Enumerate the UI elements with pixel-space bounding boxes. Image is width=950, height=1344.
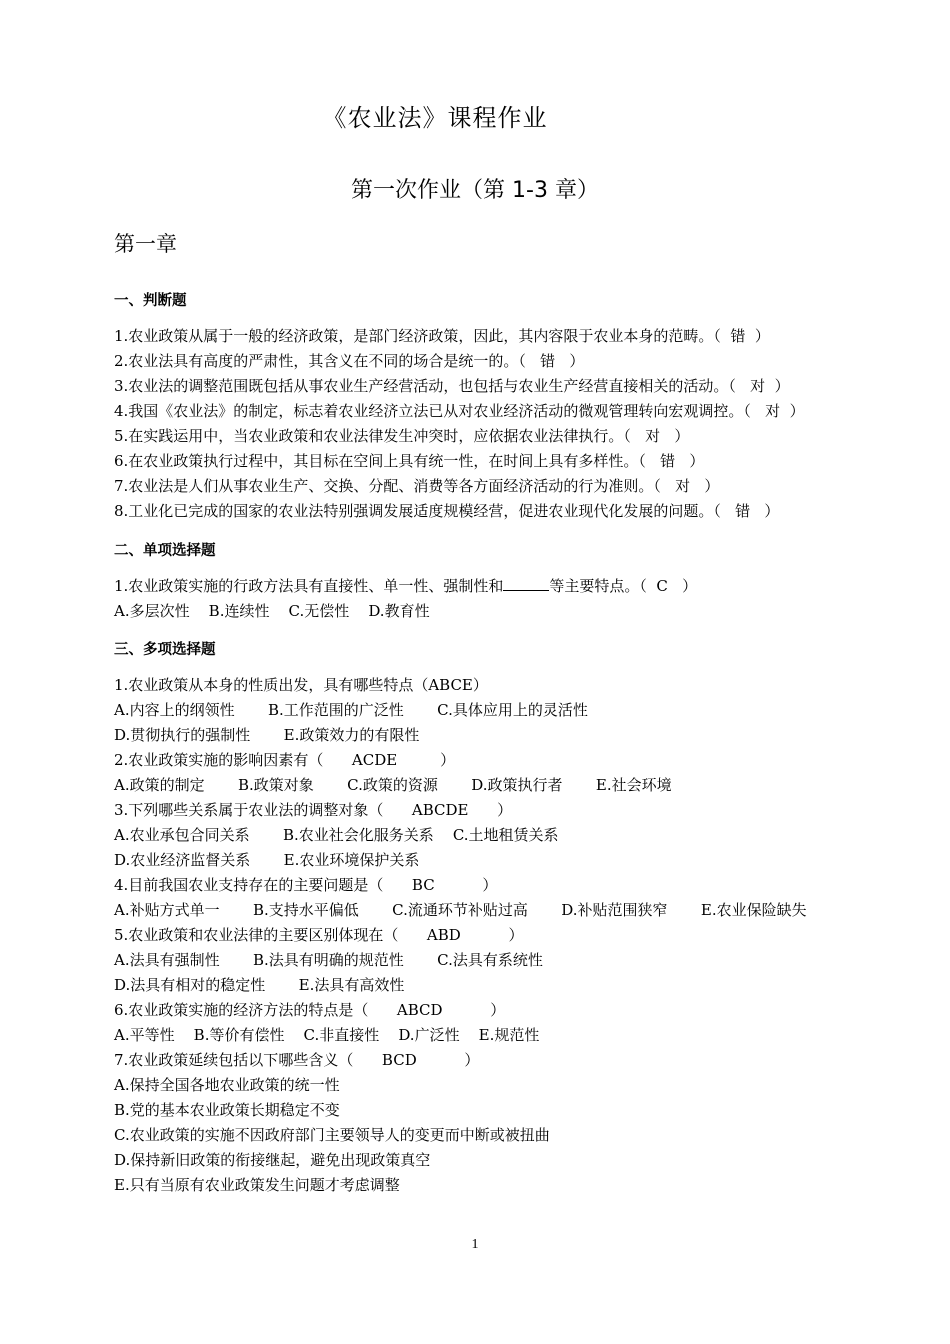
multi-line: A.保持全国各地农业政策的统一性 [114,1076,340,1094]
multi-line: A.法具有强制性 B.法具有明确的规范性 C.法具有系统性 [114,951,543,969]
multi-line: E.只有当原有农业政策发生问题才考虑调整 [114,1176,400,1194]
single-question-answer: 等主要特点。（ C ） [549,577,698,595]
multi-line: 5.农业政策和农业法律的主要区别体现在（ ABD ） [114,926,524,944]
multi-line: 2.农业政策实施的影响因素有（ ACDE ） [114,751,456,769]
single-question [114,576,890,596]
answer-blank [503,576,549,591]
judge-item: 5.在实践运用中，当农业政策和农业法律发生冲突时，应依据农业法律执行。（ 对 ） [114,427,690,445]
single-options: A.多层次性 B.连续性 C.无偿性 D.教育性 [114,602,430,620]
multi-line: 6.农业政策实施的经济方法的特点是（ ABCD ） [114,1001,506,1019]
multi-line: 4.目前我国农业支持存在的主要问题是（ BC ） [114,876,498,894]
multi-line: A.平等性 B.等价有偿性 C.非直接性 D.广泛性 E.规范性 [114,1026,540,1044]
judge-item: 2.农业法具有高度的严肃性，其含义在不同的场合是统一的。（ 错 ） [114,352,585,370]
judge-item: 1.农业政策从属于一般的经济政策，是部门经济政策，因此，其内容限于农业本身的范畴。（ 错 ） [114,327,770,345]
multi-line: D.法具有相对的稳定性 E.法具有高效性 [114,976,405,994]
judge-item: 7.农业法是人们从事农业生产、交换、分配、消费等各方面经济活动的行为准则。（ 对 ） [114,477,720,495]
judge-item: 4.我国《农业法》的制定，标志着农业经济立法已从对农业经济活动的微观管理转向宏观调控。（ 对 ） [114,402,805,420]
multi-line: A.农业承包合同关系 B.农业社会化服务关系 C.土地租赁关系 [114,826,559,844]
multi-line: A.内容上的纲领性 B.工作范围的广泛性 C.具体应用上的灵活性 [114,701,588,719]
multi-line: D.贯彻执行的强制性 E.政策效力的有限性 [114,726,420,744]
multi-line: 3.下列哪些关系属于农业法的调整对象（ ABCDE ） [114,801,513,819]
multi-line: A.补贴方式单一 B.支持水平偏低 C.流通环节补贴过高 D.补贴范围狭窄 E.农业保险缺失 [114,901,807,919]
multi-line: 7.农业政策延续包括以下哪些含义（ BCD ） [114,1051,480,1069]
section-heading-judge: 一、判断题 [114,293,187,309]
multi-line: D.保持新旧政策的衔接继起，避免出现政策真空 [114,1151,431,1169]
chapter-heading: 第一章 [114,232,177,256]
multi-line: D.农业经济监督关系 E.农业环境保护关系 [114,851,420,869]
judge-item: 3.农业法的调整范围既包括从事农业生产经营活动，也包括与农业生产经营直接相关的活动。（ 对 ） [114,377,790,395]
section-heading-multi: 三、多项选择题 [114,642,216,658]
judge-item: 8.工业化已完成的国家的农业法特别强调发展适度规模经营，促进农业现代化发展的问题。（ 错 ） [114,502,780,520]
multi-line: A.政策的制定 B.政策对象 C.政策的资源 D.政策执行者 E.社会环境 [114,776,672,794]
multi-line: C.农业政策的实施不因政府部门主要领导人的变更而中断或被扭曲 [114,1126,550,1144]
single-question-text: 1.农业政策实施的行政方法具有直接性、单一性、强制性和 [114,577,504,595]
document-subtitle: 第一次作业（第 1-3 章） [351,178,599,203]
page-number: 1 [471,1237,479,1252]
multi-line: 1.农业政策从本身的性质出发，具有哪些特点（ABCE） [114,676,488,694]
section-heading-single: 二、单项选择题 [114,543,216,559]
judge-item: 6.在农业政策执行过程中，其目标在空间上具有统一性，在时间上具有多样性。（ 错 ） [114,452,705,470]
multi-line: B.党的基本农业政策长期稳定不变 [114,1101,340,1119]
document-title: 《农业法》课程作业 [322,104,548,132]
